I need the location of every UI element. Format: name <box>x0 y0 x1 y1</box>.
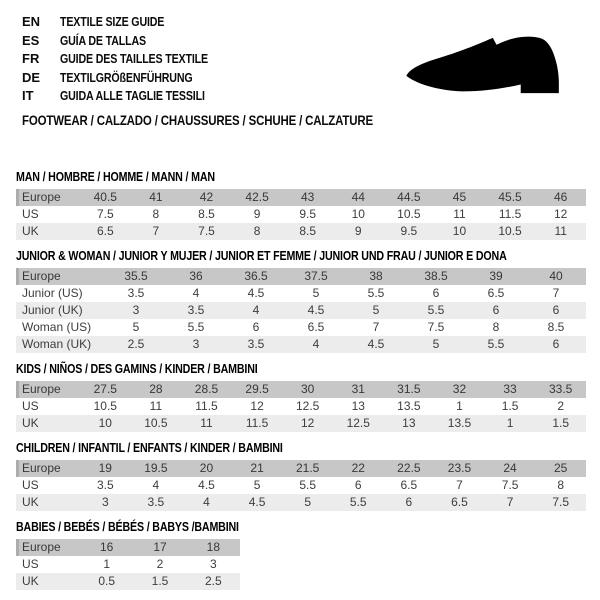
size-table <box>16 381 586 432</box>
size-cell: 6.5 <box>451 494 468 509</box>
size-cell: 5.5 <box>349 494 367 509</box>
table-row <box>16 415 586 432</box>
size-cell: 11.5 <box>195 398 218 413</box>
language-code: FR <box>22 51 40 66</box>
size-cell: 27.5 <box>93 381 117 396</box>
language-code: DE <box>22 69 41 85</box>
row-label: Europe <box>16 539 80 556</box>
size-cell: 23.5 <box>447 460 472 475</box>
size-cell: 13.5 <box>397 398 421 413</box>
size-cell: 38.5 <box>424 268 448 283</box>
size-cell: 43 <box>300 189 315 204</box>
size-table-section <box>16 511 600 590</box>
size-cell: 19 <box>98 460 112 475</box>
row-label: UK <box>22 415 39 430</box>
size-cell: 0.5 <box>98 573 115 588</box>
table-row <box>16 398 586 415</box>
row-label: Woman (UK) <box>22 336 92 351</box>
size-cell: 13 <box>351 398 365 413</box>
category-heading-text: FOOTWEAR / CALZADO / CHAUSSURES / SCHUHE / CALZATURE <box>22 111 373 128</box>
size-cell: 5.5 <box>427 302 445 317</box>
size-cell: 45 <box>452 189 467 204</box>
size-cell: 13 <box>402 415 416 430</box>
size-cell: 46 <box>553 189 568 204</box>
row-label: Europe <box>16 268 106 285</box>
size-cell: 5 <box>304 494 312 509</box>
size-cell: 28.5 <box>194 381 219 396</box>
size-cell: 36 <box>189 268 203 283</box>
size-cell: 1.5 <box>151 573 169 588</box>
size-cell: 10 <box>98 415 112 430</box>
size-cell: 22.5 <box>397 460 421 475</box>
size-cell: 44.5 <box>397 189 421 204</box>
size-cell: 35.5 <box>124 268 148 283</box>
size-cell: 6.5 <box>307 319 325 334</box>
size-cell: 42.5 <box>245 189 269 204</box>
row-label: Junior (US) <box>22 285 83 300</box>
size-cell: 8 <box>492 319 500 334</box>
size-table-title-text: KIDS / NIÑOS / DES GAMINS / KINDER / BAMBINI <box>16 360 258 376</box>
size-cell: 4 <box>192 285 200 300</box>
table-row <box>16 319 586 336</box>
size-cell: 7.5 <box>501 477 519 492</box>
row-label: US <box>22 398 39 413</box>
size-cell: 7 <box>152 223 160 238</box>
size-cell: 1 <box>103 556 110 571</box>
size-cell: 38 <box>369 268 383 283</box>
size-cell: 11.5 <box>498 206 522 221</box>
size-cell: 21 <box>250 460 264 475</box>
size-table <box>16 539 240 590</box>
size-table-title <box>16 170 600 183</box>
size-table-title <box>16 362 600 375</box>
size-cell: 10.5 <box>397 206 421 221</box>
size-cell: 11.5 <box>245 415 269 430</box>
guide-header <box>0 0 600 127</box>
size-table-section <box>16 432 600 511</box>
size-cell: 24 <box>503 460 517 475</box>
size-cell: 6 <box>492 302 500 317</box>
size-cell: 39 <box>489 268 503 283</box>
size-cell: 3.5 <box>147 494 165 509</box>
size-cell: 1 <box>506 415 514 430</box>
row-label: Europe <box>16 189 80 206</box>
size-cell: 21.5 <box>295 460 320 475</box>
size-cell: 1.5 <box>501 398 519 413</box>
size-cell: 2 <box>557 398 565 413</box>
size-cell: 6.5 <box>96 223 114 238</box>
size-cell: 31 <box>351 381 365 396</box>
size-cell: 17 <box>153 539 167 554</box>
size-cell: 18 <box>206 539 220 554</box>
language-label: GUIDE DES TAILLES TEXTILE <box>60 51 208 66</box>
language-label: TEXTILE SIZE GUIDE <box>60 14 165 29</box>
size-cell: 5 <box>312 285 320 300</box>
size-cell: 6 <box>405 494 413 509</box>
size-table <box>16 460 586 511</box>
size-cell: 9 <box>253 206 261 221</box>
language-label: GUÍA DE TALLAS <box>60 32 146 48</box>
size-cell: 7 <box>506 494 514 509</box>
table-row <box>16 460 586 477</box>
row-label: Europe <box>16 381 80 398</box>
size-cell: 5.5 <box>487 336 505 351</box>
language-row <box>22 13 600 32</box>
language-code: IT <box>22 88 34 103</box>
size-cell: 16 <box>99 539 114 554</box>
size-cell: 8.5 <box>299 223 317 238</box>
category-heading <box>22 113 600 127</box>
size-cell: 11 <box>200 415 213 430</box>
size-cell: 10.5 <box>93 398 117 413</box>
size-cell: 3 <box>101 494 109 509</box>
row-label: Junior (UK) <box>22 302 83 317</box>
size-cell: 19.5 <box>144 460 168 475</box>
row-label: UK <box>22 223 39 238</box>
size-cell: 22 <box>351 460 365 475</box>
size-cell: 40 <box>549 268 563 283</box>
size-cell: 8.5 <box>198 206 215 221</box>
size-tables <box>0 127 600 590</box>
size-cell: 9 <box>354 223 362 238</box>
size-cell: 6 <box>552 336 560 351</box>
size-cell: 7 <box>552 285 560 300</box>
size-cell: 8 <box>253 223 261 238</box>
size-cell: 45.5 <box>498 189 522 204</box>
size-cell: 11 <box>453 206 466 221</box>
size-cell: 4 <box>312 336 320 351</box>
size-cell: 36.5 <box>244 268 268 283</box>
size-cell: 6 <box>252 319 260 334</box>
size-cell: 9.5 <box>299 206 317 221</box>
row-label: US <box>22 477 39 492</box>
size-cell: 7 <box>456 477 463 492</box>
size-cell: 5 <box>432 336 440 351</box>
size-cell: 1 <box>456 398 463 413</box>
table-row <box>16 539 240 556</box>
size-cell: 7.5 <box>552 494 570 509</box>
size-cell: 3.5 <box>96 477 114 492</box>
size-cell: 7.5 <box>96 206 114 221</box>
size-table-title <box>16 249 600 262</box>
size-cell: 3.5 <box>127 285 145 300</box>
size-table-section <box>16 170 600 240</box>
size-cell: 3 <box>132 302 140 317</box>
size-cell: 2.5 <box>204 573 222 588</box>
size-cell: 4 <box>203 494 210 509</box>
size-cell: 10.5 <box>498 223 522 238</box>
size-cell: 4 <box>152 477 160 492</box>
size-table-title-text: BABIES / BEBÉS / BÉBÉS / BABYS /BAMBINI <box>16 518 239 534</box>
size-cell: 3.5 <box>247 336 265 351</box>
size-cell: 12 <box>553 206 568 221</box>
size-cell: 41 <box>149 189 163 204</box>
size-cell: 4.5 <box>198 477 215 492</box>
size-cell: 6.5 <box>487 285 505 300</box>
language-code: ES <box>22 32 40 48</box>
language-label: GUIDA ALLE TAGLIE TESSILI <box>60 88 205 103</box>
table-row <box>16 285 586 302</box>
size-cell: 6.5 <box>400 477 418 492</box>
table-row <box>16 556 240 573</box>
size-table-title-text: CHILDREN / INFANTIL / ENFANTS / KINDER / BAMBINI <box>16 439 283 455</box>
size-cell: 29.5 <box>245 381 269 396</box>
size-cell: 31.5 <box>397 381 421 396</box>
size-cell: 7.5 <box>427 319 445 334</box>
size-table-section <box>16 353 600 432</box>
size-cell: 8 <box>557 477 565 492</box>
size-cell: 12 <box>250 398 264 413</box>
table-row <box>16 477 586 494</box>
size-cell: 1.5 <box>552 415 570 430</box>
table-row <box>16 189 586 206</box>
size-cell: 12.5 <box>295 398 320 413</box>
size-cell: 20 <box>199 460 214 475</box>
size-cell: 5.5 <box>367 285 385 300</box>
row-label: Europe <box>16 460 80 477</box>
size-cell: 6 <box>354 477 362 492</box>
size-cell: 6 <box>432 285 440 300</box>
size-cell: 28 <box>149 381 163 396</box>
size-cell: 8.5 <box>547 319 565 334</box>
row-label: UK <box>22 573 39 588</box>
size-cell: 4.5 <box>307 302 325 317</box>
language-code: EN <box>22 14 41 29</box>
size-table <box>16 268 586 353</box>
size-cell: 33.5 <box>548 381 573 396</box>
size-cell: 10 <box>351 206 365 221</box>
size-cell: 44 <box>351 189 365 204</box>
size-cell: 5.5 <box>187 319 205 334</box>
size-cell: 5 <box>132 319 140 334</box>
table-row <box>16 336 586 353</box>
size-table-title-text: MAN / HOMBRE / HOMME / MANN / MAN <box>16 168 215 184</box>
size-cell: 5 <box>372 302 380 317</box>
size-cell: 42 <box>199 189 214 204</box>
size-cell: 10 <box>452 223 467 238</box>
size-cell: 13.5 <box>447 415 472 430</box>
size-cell: 4.5 <box>248 494 266 509</box>
size-cell: 5 <box>253 477 261 492</box>
size-cell: 37.5 <box>304 268 328 283</box>
size-table-section <box>16 240 600 353</box>
size-cell: 3.5 <box>187 302 205 317</box>
size-cell: 7 <box>372 319 380 334</box>
size-cell: 11 <box>149 398 163 413</box>
size-table-title <box>16 520 600 533</box>
size-cell: 12 <box>300 415 315 430</box>
size-cell: 11 <box>554 223 567 238</box>
table-row <box>16 573 240 590</box>
table-row <box>16 223 586 240</box>
size-cell: 2 <box>156 556 164 571</box>
size-cell: 32 <box>452 381 467 396</box>
size-cell: 30 <box>300 381 315 396</box>
row-label: Woman (US) <box>22 319 92 334</box>
size-cell: 2.5 <box>127 336 145 351</box>
size-cell: 10.5 <box>144 415 168 430</box>
shoe-icon <box>398 31 570 100</box>
size-cell: 12.5 <box>346 415 370 430</box>
table-row <box>16 268 586 285</box>
size-cell: 3 <box>192 336 200 351</box>
size-cell: 33 <box>503 381 517 396</box>
table-row <box>16 206 586 223</box>
size-cell: 4.5 <box>247 285 265 300</box>
size-cell: 40.5 <box>93 189 117 204</box>
row-label: UK <box>22 494 39 509</box>
table-row <box>16 381 586 398</box>
size-cell: 4.5 <box>367 336 385 351</box>
size-cell: 6 <box>552 302 560 317</box>
size-table-title <box>16 441 600 454</box>
table-row <box>16 302 586 319</box>
size-cell: 5.5 <box>299 477 317 492</box>
size-cell: 4 <box>252 302 260 317</box>
size-cell: 7.5 <box>198 223 215 238</box>
size-cell: 25 <box>553 460 568 475</box>
size-cell: 8 <box>152 206 160 221</box>
row-label: US <box>22 206 39 221</box>
table-row <box>16 494 586 511</box>
size-table-title-text: JUNIOR & WOMAN / JUNIOR Y MUJER / JUNIOR ET FEMME / JUNIOR UND FRAU / JUNIOR E DONA <box>16 247 507 263</box>
language-label: TEXTILGRÖßENFÜHRUNG <box>60 69 193 85</box>
size-table <box>16 189 586 240</box>
size-cell: 3 <box>209 556 217 571</box>
row-label: US <box>22 556 39 571</box>
size-cell: 9.5 <box>400 223 418 238</box>
